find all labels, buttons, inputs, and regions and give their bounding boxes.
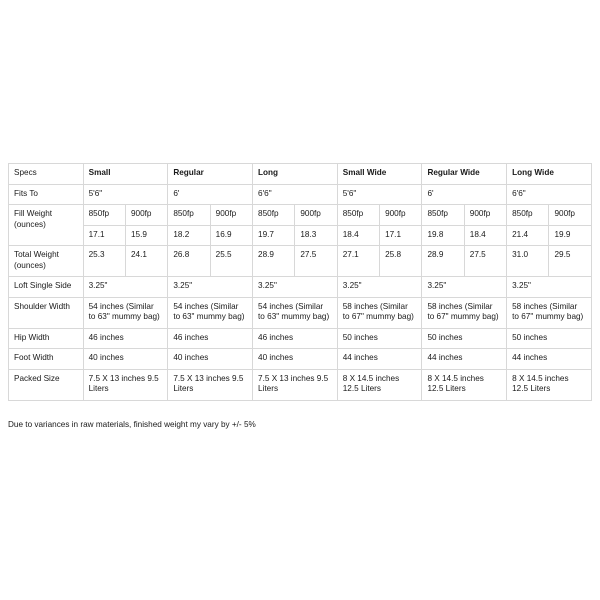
cell-fill-weight-long-wide-850: 850fp	[507, 205, 549, 226]
cell-total-weight-small-wide-850: 27.1	[337, 246, 379, 277]
cell-fits-to-long-wide: 6'6"	[507, 184, 592, 205]
table-row-packed-size	[9, 369, 592, 400]
row-label-fits-to: Fits To	[9, 184, 84, 205]
header-cell-small: Small	[83, 164, 168, 185]
cell-total-weight-long-wide-900: 29.5	[549, 246, 592, 277]
cell-hip-regular: 46 inches	[168, 328, 253, 349]
spec-table-container	[8, 163, 592, 401]
cell-fill-weight-value-small-900: 15.9	[125, 225, 167, 246]
cell-shoulder-regular: 54 inches (Similar to 63" mummy bag)	[168, 297, 253, 328]
table-row-shoulder-width	[9, 297, 592, 328]
table-row-fits-to	[9, 184, 592, 205]
cell-fill-weight-small-wide-850: 850fp	[337, 205, 379, 226]
cell-loft-regular-wide: 3.25"	[422, 277, 507, 298]
cell-fill-weight-value-long-wide-850: 21.4	[507, 225, 549, 246]
cell-total-weight-regular-wide-900: 27.5	[464, 246, 506, 277]
cell-loft-long-wide: 3.25"	[507, 277, 592, 298]
row-label-foot-width: Foot Width	[9, 349, 84, 370]
cell-fill-weight-regular-wide-900: 900fp	[464, 205, 506, 226]
cell-hip-regular-wide: 50 inches	[422, 328, 507, 349]
header-cell-specs: Specs	[9, 164, 84, 185]
cell-total-weight-small-wide-900: 25.8	[380, 246, 422, 277]
cell-foot-regular-wide: 44 inches	[422, 349, 507, 370]
cell-fill-weight-value-regular-900: 16.9	[210, 225, 252, 246]
row-label-packed-size: Packed Size	[9, 369, 84, 400]
cell-total-weight-long-wide-850: 31.0	[507, 246, 549, 277]
cell-loft-long: 3.25"	[253, 277, 338, 298]
cell-total-weight-regular-900: 25.5	[210, 246, 252, 277]
table-row-fill-weight-values	[9, 225, 592, 246]
cell-packed-long: 7.5 X 13 inches 9.5 Liters	[253, 369, 338, 400]
cell-shoulder-small-wide: 58 inches (Similar to 67" mummy bag)	[337, 297, 422, 328]
row-label-loft-single-side: Loft Single Side	[9, 277, 84, 298]
cell-packed-small: 7.5 X 13 inches 9.5 Liters	[83, 369, 168, 400]
row-label-hip-width: Hip Width	[9, 328, 84, 349]
cell-loft-regular: 3.25"	[168, 277, 253, 298]
row-label-total-weight: Total Weight (ounces)	[9, 246, 84, 277]
cell-fill-weight-small-900: 900fp	[125, 205, 167, 226]
cell-hip-small-wide: 50 inches	[337, 328, 422, 349]
cell-foot-small: 40 inches	[83, 349, 168, 370]
table-row-foot-width	[9, 349, 592, 370]
cell-fill-weight-long-wide-900: 900fp	[549, 205, 592, 226]
cell-shoulder-small: 54 inches (Similar to 63" mummy bag)	[83, 297, 168, 328]
cell-fill-weight-value-long-850: 19.7	[253, 225, 295, 246]
cell-shoulder-regular-wide: 58 inches (Similar to 67" mummy bag)	[422, 297, 507, 328]
cell-packed-regular-wide: 8 X 14.5 inches 12.5 Liters	[422, 369, 507, 400]
cell-packed-small-wide: 8 X 14.5 inches 12.5 Liters	[337, 369, 422, 400]
specifications-table	[8, 163, 592, 401]
cell-fill-weight-regular-wide-850: 850fp	[422, 205, 464, 226]
cell-total-weight-small-900: 24.1	[125, 246, 167, 277]
cell-hip-long-wide: 50 inches	[507, 328, 592, 349]
cell-loft-small-wide: 3.25"	[337, 277, 422, 298]
cell-total-weight-small-850: 25.3	[83, 246, 125, 277]
cell-foot-regular: 40 inches	[168, 349, 253, 370]
cell-shoulder-long: 54 inches (Similar to 63" mummy bag)	[253, 297, 338, 328]
table-row-fill-weight-headers	[9, 205, 592, 226]
header-cell-long: Long	[253, 164, 338, 185]
table-row-loft-single-side	[9, 277, 592, 298]
cell-total-weight-long-900: 27.5	[295, 246, 337, 277]
header-cell-regular-wide: Regular Wide	[422, 164, 507, 185]
header-cell-small-wide: Small Wide	[337, 164, 422, 185]
header-cell-long-wide: Long Wide	[507, 164, 592, 185]
cell-fits-to-long: 6'6"	[253, 184, 338, 205]
cell-fill-weight-long-900: 900fp	[295, 205, 337, 226]
cell-fits-to-small-wide: 5'6"	[337, 184, 422, 205]
cell-loft-small: 3.25"	[83, 277, 168, 298]
cell-fill-weight-value-regular-wide-850: 19.8	[422, 225, 464, 246]
cell-fits-to-regular-wide: 6'	[422, 184, 507, 205]
cell-total-weight-regular-850: 26.8	[168, 246, 210, 277]
table-row-total-weight	[9, 246, 592, 277]
footnote-text: Due to variances in raw materials, finished weight my vary by +/- 5%	[8, 420, 256, 429]
cell-fill-weight-value-long-900: 18.3	[295, 225, 337, 246]
table-header-row	[9, 164, 592, 185]
cell-fill-weight-value-regular-wide-900: 18.4	[464, 225, 506, 246]
cell-fill-weight-small-850: 850fp	[83, 205, 125, 226]
cell-fill-weight-value-regular-850: 18.2	[168, 225, 210, 246]
cell-fill-weight-value-long-wide-900: 19.9	[549, 225, 592, 246]
cell-fill-weight-regular-900: 900fp	[210, 205, 252, 226]
cell-foot-long-wide: 44 inches	[507, 349, 592, 370]
row-label-fill-weight: Fill Weight (ounces)	[9, 205, 84, 246]
cell-fill-weight-long-850: 850fp	[253, 205, 295, 226]
cell-total-weight-long-850: 28.9	[253, 246, 295, 277]
cell-fits-to-regular: 6'	[168, 184, 253, 205]
cell-total-weight-regular-wide-850: 28.9	[422, 246, 464, 277]
cell-fill-weight-value-small-wide-850: 18.4	[337, 225, 379, 246]
cell-fill-weight-regular-850: 850fp	[168, 205, 210, 226]
table-row-hip-width	[9, 328, 592, 349]
cell-fits-to-small: 5'6"	[83, 184, 168, 205]
cell-fill-weight-value-small-wide-900: 17.1	[380, 225, 422, 246]
cell-hip-small: 46 inches	[83, 328, 168, 349]
cell-foot-long: 40 inches	[253, 349, 338, 370]
cell-packed-long-wide: 8 X 14.5 inches 12.5 Liters	[507, 369, 592, 400]
cell-fill-weight-small-wide-900: 900fp	[380, 205, 422, 226]
cell-foot-small-wide: 44 inches	[337, 349, 422, 370]
cell-fill-weight-value-small-850: 17.1	[83, 225, 125, 246]
cell-hip-long: 46 inches	[253, 328, 338, 349]
cell-packed-regular: 7.5 X 13 inches 9.5 Liters	[168, 369, 253, 400]
header-cell-regular: Regular	[168, 164, 253, 185]
cell-shoulder-long-wide: 58 inches (Similar to 67" mummy bag)	[507, 297, 592, 328]
row-label-shoulder-width: Shoulder Width	[9, 297, 84, 328]
